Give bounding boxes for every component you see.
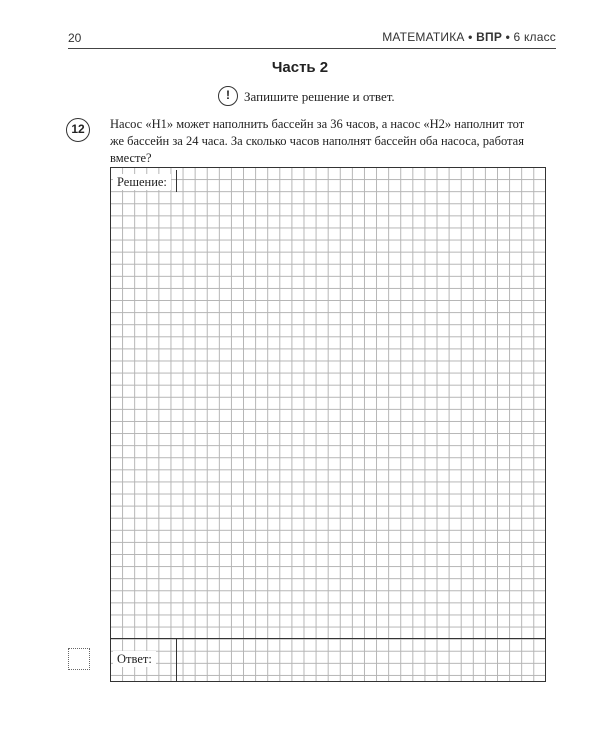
score-box[interactable] bbox=[68, 648, 90, 670]
exclamation-icon: ! bbox=[218, 86, 238, 106]
solution-label-separator bbox=[176, 170, 177, 192]
subject-label: МАТЕМАТИКА bbox=[382, 30, 465, 44]
task-text-line-3: вместе? bbox=[110, 151, 152, 165]
task-text-line-1: Насос «Н1» может наполнить бассейн за 36 часов, а насос «Н2» наполнит тот bbox=[110, 117, 525, 131]
solution-grid[interactable] bbox=[110, 167, 546, 682]
header-divider bbox=[68, 48, 556, 49]
instruction-text: Запишите решение и ответ. bbox=[244, 89, 395, 104]
page-header bbox=[68, 26, 556, 50]
part-title: Часть 2 bbox=[271, 59, 329, 76]
running-title bbox=[382, 30, 556, 44]
task-number-badge: 12 bbox=[66, 118, 90, 142]
page-number: 20 bbox=[68, 31, 82, 45]
answer-label-separator bbox=[176, 639, 177, 681]
title-bullet: • bbox=[468, 30, 473, 44]
solution-label: Решение: bbox=[113, 174, 171, 190]
task-text-line-2: же бассейн за 24 часа. За сколько часов наполнят бассейн оба насоса, работая bbox=[110, 134, 524, 148]
answer-label: Ответ: bbox=[113, 651, 156, 667]
exam-label: ВПР bbox=[476, 30, 503, 44]
grade-label: 6 класс bbox=[513, 30, 556, 44]
title-bullet-2: • bbox=[505, 30, 510, 44]
